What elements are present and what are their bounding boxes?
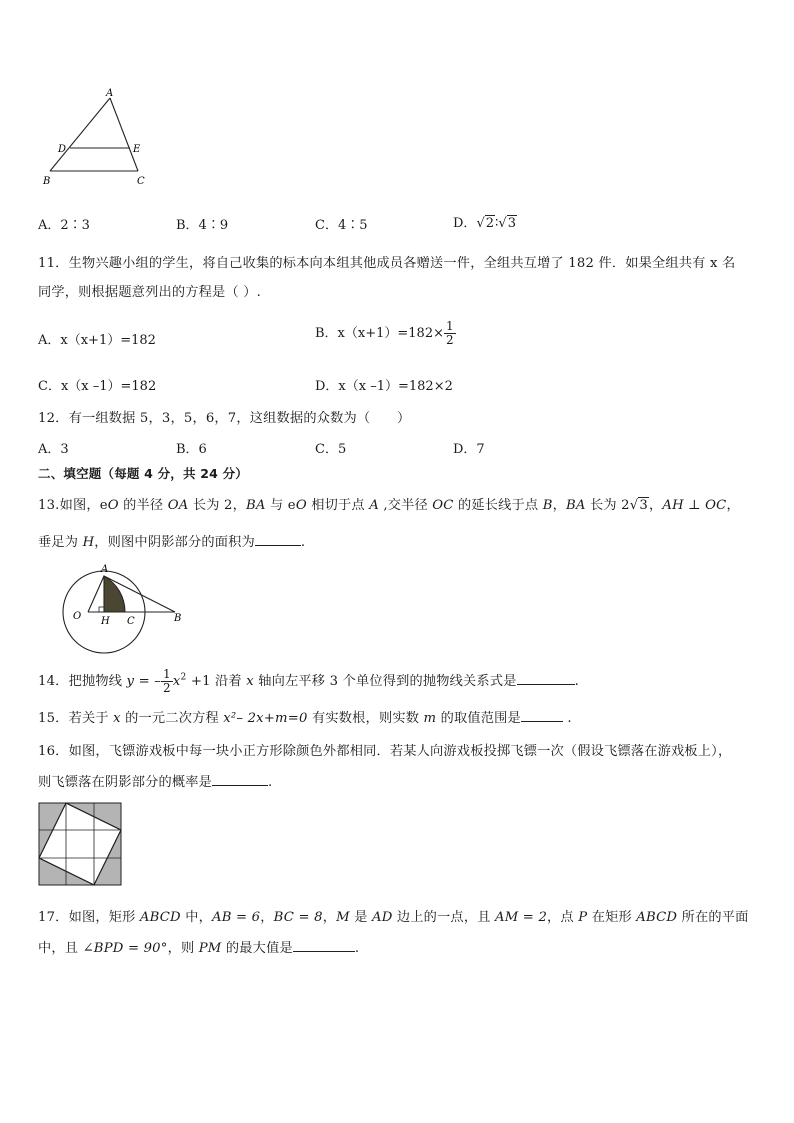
q10-option-b[interactable]: B．4∶9	[176, 218, 229, 233]
q11-option-a[interactable]: A．x（x+1）=182	[38, 333, 156, 348]
fraction-half: $\frac{1}{2}$	[445, 319, 454, 347]
q12-stem: 12．有一组数据 5，3，5，6，7，这组数据的众数为（ ）	[38, 411, 411, 426]
q10-option-c[interactable]: C．4∶5	[315, 218, 368, 233]
label-c: C	[137, 176, 145, 187]
circle-tangent-figure	[40, 560, 200, 655]
q13-stem-line2: 垂足为 H，则图中阴影部分的面积为 .	[38, 535, 306, 550]
q11-option-c[interactable]: C．x（x –1）=182	[38, 379, 157, 394]
answer-blank[interactable]	[255, 533, 301, 546]
q10-option-a[interactable]: A．2∶3	[38, 218, 90, 233]
label-a: A	[106, 88, 114, 99]
b-prefix: B．x（x+1）=182×	[315, 326, 444, 341]
q15-stem: 15．若关于 x 的一元二次方程 x²– 2x+m=0 有实数根，则实数 m 的取值范围是 .	[38, 711, 572, 726]
d-prefix: D．	[453, 216, 477, 231]
q16-stem-line2: 则飞镖落在阴影部分的概率是 .	[38, 775, 273, 790]
answer-blank[interactable]	[212, 773, 268, 786]
section-heading: 二、填空题（每题 4 分，共 24 分）	[38, 466, 249, 481]
q11-stem-line1: 11．生物兴趣小组的学生，将自己收集的标本向本组其他成员各赠送一件，全组共互增了 182 件．如果全组共有 x 名	[38, 256, 736, 271]
answer-blank[interactable]	[517, 672, 575, 685]
answer-blank[interactable]	[293, 939, 355, 952]
q12-option-a[interactable]: A．3	[38, 442, 69, 457]
dartboard-figure	[38, 802, 122, 886]
label-b: B	[43, 176, 51, 187]
triangle-figure	[38, 88, 158, 188]
label-b: B	[174, 613, 182, 624]
label-h: H	[101, 616, 110, 627]
q10-option-d[interactable]	[453, 212, 517, 231]
label-c: C	[127, 616, 135, 627]
label-o: O	[73, 611, 82, 622]
fraction-half: $\frac{1}{2}$	[163, 667, 171, 695]
ratio-colon: ∶	[495, 216, 499, 231]
answer-blank[interactable]	[521, 709, 563, 722]
sqrt-3: √3	[498, 216, 516, 231]
q14-stem: 14．把抛物线 y = – $\frac{1}{2}$ $x^2 +1$ 沿着 x 轴向左平移 3 个单位得到的抛物线关系式是 .	[38, 667, 580, 695]
q16-stem-line1: 16．如图，飞镖游戏板中每一块小正方形除颜色外都相同．若某人向游戏板投掷飞镖一次（假设飞镖落在游戏板上），	[38, 744, 732, 759]
label-e: E	[133, 144, 141, 155]
q11-stem-line2: 同学，则根据题意列出的方程是（ ）.	[38, 285, 261, 300]
q13-stem-line1: 13.如图，eO 的半径 OA 长为 2，BA 与 eO 相切于点 A ,交半径 OC 的延长线于点 B，BA 长为 2√3，AH ⊥ OC，	[38, 498, 740, 513]
q12-option-b[interactable]: B．6	[176, 442, 207, 457]
q12-option-c[interactable]: C．5	[315, 442, 347, 457]
q11-option-b[interactable]	[315, 320, 456, 347]
label-d: D	[58, 144, 67, 155]
sqrt-2: √2	[476, 216, 495, 231]
q11-option-d[interactable]: D．x（x –1）=182×2	[315, 379, 453, 394]
label-a: A	[101, 564, 109, 575]
q12-option-d[interactable]: D．7	[453, 442, 485, 457]
q17-stem-line1: 17．如图，矩形 ABCD 中，AB = 6，BC = 8，M 是 AD 边上的一点，且 AM = 2，点 P 在矩形 ABCD 所在的平面	[38, 910, 749, 925]
q17-stem-line2: 中，且 ∠BPD = 90°，则 PM 的最大值是 .	[38, 941, 360, 956]
